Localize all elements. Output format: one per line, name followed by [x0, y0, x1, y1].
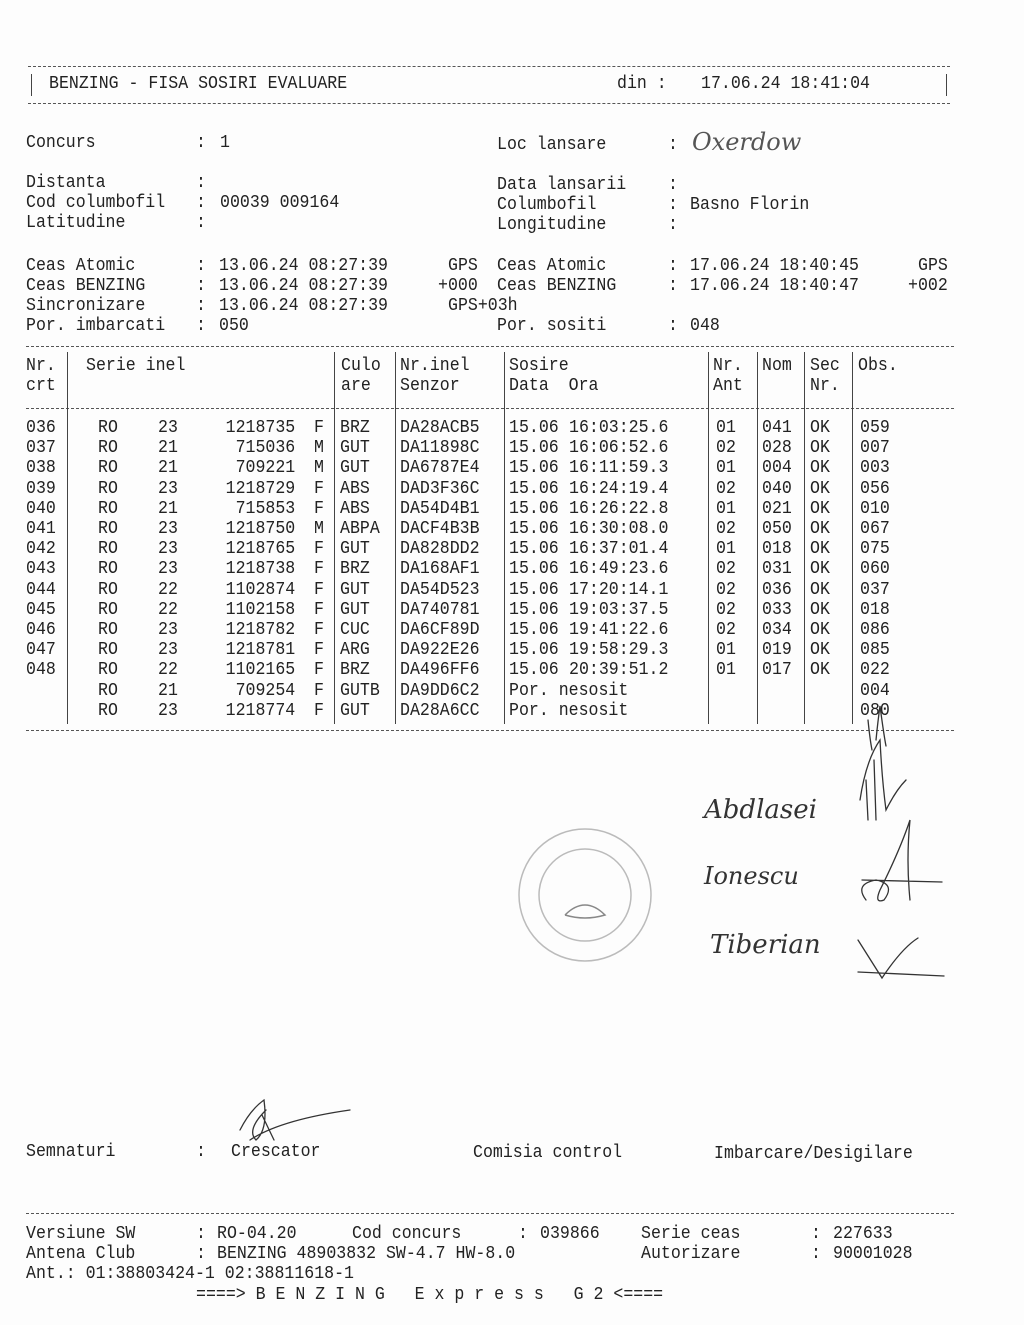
col-header-sosire-2: Data Ora — [509, 376, 599, 396]
autorizare-value: 90001028 — [833, 1244, 913, 1264]
ring-year: 23 — [158, 478, 178, 499]
clock-value: 17.06.24 18:40:45 — [690, 256, 859, 276]
clock-value: 050 — [219, 316, 249, 336]
arrival-time: 16:26:22.8 — [569, 498, 669, 519]
ring-number: 1218735 — [225, 418, 296, 438]
clock-label: Sincronizare — [26, 296, 146, 316]
arrival-time: 16:49:23.6 — [569, 559, 669, 580]
clock-label: Por. sositi — [497, 316, 607, 336]
ring-country: RO — [98, 640, 118, 661]
antenna-nr: 01 — [716, 418, 736, 438]
colon: : — [518, 1224, 528, 1244]
row-nr: 044 — [26, 579, 56, 600]
col-header-senzor-2: Senzor — [400, 376, 460, 396]
col-header-ant: Nr. — [713, 356, 743, 376]
color: GUT — [340, 539, 370, 560]
sensor-ring: DA54D523 — [400, 579, 480, 600]
arrival-date: 15.06 — [509, 559, 559, 580]
colon: : — [196, 296, 206, 316]
info-value: 1 — [220, 133, 230, 153]
row-nr: 037 — [26, 438, 56, 459]
sensor-ring: DAD3F36C — [400, 478, 480, 499]
arrival-date: 15.06 — [509, 579, 559, 600]
sex: F — [314, 559, 324, 580]
ring-year: 22 — [158, 660, 178, 681]
sec-status: OK — [810, 438, 830, 459]
versiune-label: Versiune SW — [26, 1224, 136, 1244]
arrival-time: 19:41:22.6 — [569, 620, 669, 640]
antenna-nr: 02 — [716, 599, 736, 620]
clock-label: Ceas Atomic — [497, 256, 607, 276]
ring-country: RO — [98, 599, 118, 620]
nom: 034 — [762, 620, 792, 640]
col-header-nr: Nr. — [26, 356, 56, 376]
sensor-ring: DA6CF89D — [400, 620, 480, 640]
ring-country: RO — [98, 660, 118, 681]
antenna-line: Ant.: 01:38803424-1 02:38811618-1 — [26, 1264, 354, 1284]
color: GUT — [340, 700, 370, 721]
color: CUC — [340, 620, 370, 640]
nom: 041 — [762, 418, 792, 438]
colon: : — [196, 1224, 206, 1244]
obs: 007 — [860, 438, 890, 459]
sensor-ring: DA28ACB5 — [400, 418, 480, 438]
comisia-label: Comisia control — [473, 1143, 623, 1163]
nom: 018 — [762, 539, 792, 560]
color: BRZ — [340, 559, 370, 580]
row-nr: 043 — [26, 559, 56, 580]
nom: 033 — [762, 599, 792, 620]
color: GUT — [340, 599, 370, 620]
report-title: BENZING - FISA SOSIRI EVALUARE — [49, 74, 348, 94]
obs: 003 — [860, 458, 890, 479]
antenna-nr: 02 — [716, 438, 736, 459]
clock-suffix: GPS+03h — [448, 296, 518, 316]
ring-country: RO — [98, 478, 118, 499]
row-nr: 039 — [26, 478, 56, 499]
colon: : — [196, 1142, 206, 1162]
clock-value: 17.06.24 18:40:47 — [690, 276, 859, 296]
sex: M — [314, 458, 324, 479]
signature-crescator — [240, 1100, 350, 1140]
sex: F — [314, 680, 324, 701]
obs: 004 — [860, 680, 890, 701]
arrival-date: 15.06 — [509, 519, 559, 539]
obs: 075 — [860, 539, 890, 560]
row-nr: 036 — [26, 418, 56, 438]
sec-status: OK — [810, 478, 830, 499]
obs: 080 — [860, 700, 890, 721]
antenna-nr: 01 — [716, 458, 736, 479]
sec-status: OK — [810, 519, 830, 539]
info-label: Longitudine — [497, 215, 607, 235]
sec-status: OK — [810, 458, 830, 479]
clock-label: Por. imbarcati — [26, 316, 166, 336]
sec-status: OK — [810, 498, 830, 519]
color: BRZ — [340, 418, 370, 438]
sex: F — [314, 700, 324, 721]
sec-status: OK — [810, 620, 830, 640]
col-header-ant-2: Ant — [713, 376, 743, 396]
ring-year: 23 — [158, 539, 178, 560]
ring-country: RO — [98, 418, 118, 438]
sec-status: OK — [810, 559, 830, 580]
signature-initial-3 — [858, 938, 944, 978]
sensor-ring: DA168AF1 — [400, 559, 480, 580]
sec-status: OK — [810, 640, 830, 661]
sensor-ring: DA6787E4 — [400, 458, 480, 479]
sensor-ring: DA496FF6 — [400, 660, 480, 681]
arrival-time: 16:37:01.4 — [569, 539, 669, 560]
colon: : — [668, 316, 678, 336]
nom: 021 — [762, 498, 792, 519]
sec-status: OK — [810, 660, 830, 681]
sex: F — [314, 418, 324, 438]
row-nr: 040 — [26, 498, 56, 519]
signature-initial-2 — [862, 820, 942, 901]
colon: : — [668, 135, 678, 155]
col-header-sosire: Sosire — [509, 356, 569, 376]
imbarcare-label: Imbarcare/Desigilare — [714, 1144, 913, 1164]
ring-country: RO — [98, 438, 118, 459]
ring-year: 23 — [158, 418, 178, 438]
arrival-date: 15.06 — [509, 418, 559, 438]
semnaturi-label: Semnaturi — [26, 1142, 116, 1162]
arrival-date: 15.06 — [509, 539, 559, 560]
ring-country: RO — [98, 700, 118, 721]
signature-ionescu: Ionescu — [704, 862, 799, 890]
obs: 037 — [860, 579, 890, 600]
obs: 059 — [860, 418, 890, 438]
din-label: din : — [617, 74, 667, 94]
crescator-label: Crescator — [231, 1142, 321, 1162]
sex: F — [314, 620, 324, 640]
col-header-culoare-2: are — [341, 376, 371, 396]
sex: M — [314, 438, 324, 459]
colon: : — [196, 1244, 206, 1264]
ring-year: 21 — [158, 498, 178, 519]
obs: 056 — [860, 478, 890, 499]
ring-number: 1102158 — [225, 599, 296, 620]
color: ABS — [340, 498, 370, 519]
arrival-time: 19:03:37.5 — [569, 599, 669, 620]
ring-number: 715036 — [235, 438, 296, 459]
clock-value: 13.06.24 08:27:39 — [219, 276, 388, 296]
info-value: Basno Florin — [690, 195, 810, 215]
serie-ceas-value: 227633 — [833, 1224, 893, 1244]
colon: : — [668, 256, 678, 276]
ring-country: RO — [98, 458, 118, 479]
autorizare-label: Autorizare — [641, 1244, 741, 1264]
ring-country: RO — [98, 519, 118, 539]
obs: 067 — [860, 519, 890, 539]
clock-label: Ceas BENZING — [26, 276, 146, 296]
ring-year: 23 — [158, 559, 178, 580]
obs: 086 — [860, 620, 890, 640]
info-label: Data lansarii — [497, 175, 627, 195]
antenna-nr: 02 — [716, 579, 736, 600]
sec-status: OK — [810, 599, 830, 620]
arrival-time: 16:30:08.0 — [569, 519, 669, 539]
club-stamp — [519, 829, 651, 961]
ring-country: RO — [98, 539, 118, 560]
footer-divider — [26, 1213, 954, 1214]
nom: 017 — [762, 660, 792, 681]
ring-year: 21 — [158, 680, 178, 701]
arrival-date: 15.06 — [509, 458, 559, 479]
colon: : — [811, 1244, 821, 1264]
arrival-date: 15.06 — [509, 620, 559, 640]
arrival-time: 16:11:59.3 — [569, 458, 669, 479]
sex: F — [314, 579, 324, 600]
colon: : — [196, 276, 206, 296]
colon: : — [196, 173, 206, 193]
nom: 050 — [762, 519, 792, 539]
col-header-sec: Sec — [810, 356, 840, 376]
info-value: 00039 009164 — [220, 193, 340, 213]
clock-suffix: GPS — [918, 256, 948, 276]
ring-year: 23 — [158, 519, 178, 539]
cod-concurs-label: Cod concurs — [352, 1224, 462, 1244]
info-label: Cod columbofil — [26, 193, 166, 213]
nom: 004 — [762, 458, 792, 479]
ring-number: 709254 — [235, 680, 296, 701]
nom: 028 — [762, 438, 792, 459]
clock-value: 13.06.24 08:27:39 — [219, 296, 388, 316]
row-nr: 047 — [26, 640, 56, 661]
ring-number: 1218774 — [225, 700, 296, 721]
colon: : — [196, 256, 206, 276]
antena-label: Antena Club — [26, 1244, 136, 1264]
antena-value: BENZING 48903832 SW-4.7 HW-8.0 — [217, 1244, 516, 1264]
ring-year: 21 — [158, 458, 178, 479]
ring-number: 1102874 — [225, 579, 296, 600]
ring-country: RO — [98, 620, 118, 640]
report-datetime: 17.06.24 18:41:04 — [701, 74, 870, 94]
arrival-time: 16:06:52.6 — [569, 438, 669, 459]
ring-number: 1218782 — [225, 620, 296, 640]
ring-year: 22 — [158, 599, 178, 620]
col-header-obs: Obs. — [858, 356, 898, 376]
col-header-nom: Nom — [762, 356, 792, 376]
clock-suffix: GPS — [448, 256, 478, 276]
versiune-value: RO-04.20 — [217, 1224, 297, 1244]
obs: 085 — [860, 640, 890, 661]
sensor-ring: DA11898C — [400, 438, 480, 459]
signature-obs — [868, 706, 886, 750]
ring-number: 1218729 — [225, 478, 296, 499]
loc-lansare-handwritten: Oxerdow — [692, 128, 802, 156]
obs: 022 — [860, 660, 890, 681]
ring-country: RO — [98, 498, 118, 519]
arrival-time: 20:39:51.2 — [569, 660, 669, 681]
ring-year: 23 — [158, 640, 178, 661]
cod-concurs-value: 039866 — [540, 1224, 600, 1244]
col-header-nr-2: crt — [26, 376, 56, 396]
sex: F — [314, 498, 324, 519]
colon: : — [196, 213, 206, 233]
color: ARG — [340, 640, 370, 661]
arrival-date: 15.06 — [509, 438, 559, 459]
antenna-nr: 02 — [716, 620, 736, 640]
arrival-date: 15.06 — [509, 599, 559, 620]
sensor-ring: DA9DD6C2 — [400, 680, 480, 701]
serie-ceas-label: Serie ceas — [641, 1224, 741, 1244]
color: BRZ — [340, 660, 370, 681]
sensor-ring: DA740781 — [400, 599, 480, 620]
antenna-nr: 02 — [716, 478, 736, 499]
clock-value: 13.06.24 08:27:39 — [219, 256, 388, 276]
antenna-nr: 02 — [716, 559, 736, 580]
color: GUT — [340, 438, 370, 459]
colon: : — [668, 195, 678, 215]
row-nr: 042 — [26, 539, 56, 560]
color: GUT — [340, 579, 370, 600]
sensor-ring: DA922E26 — [400, 640, 480, 661]
arrival-date: 15.06 — [509, 660, 559, 681]
arrival-date: 15.06 — [509, 640, 559, 661]
clock-label: Ceas BENZING — [497, 276, 617, 296]
nom: 019 — [762, 640, 792, 661]
nom: 040 — [762, 478, 792, 499]
ring-number: 709221 — [235, 458, 296, 479]
colon: : — [196, 133, 206, 153]
antenna-nr: 01 — [716, 660, 736, 681]
colon: : — [196, 316, 206, 336]
sensor-ring: DA828DD2 — [400, 539, 480, 560]
info-label: Loc lansare — [497, 135, 607, 155]
ring-number: 1218765 — [225, 539, 296, 560]
arrival-date: Por. nesosit — [509, 680, 629, 701]
sensor-ring: DA28A6CC — [400, 700, 480, 721]
colon: : — [196, 193, 206, 213]
benzing-banner: ====> B E N Z I N G E x p r e s s G 2 <==== — [196, 1285, 664, 1305]
clock-value: 048 — [690, 316, 720, 336]
info-label: Distanta — [26, 173, 106, 193]
antenna-nr: 02 — [716, 519, 736, 539]
nom: 031 — [762, 559, 792, 580]
obs: 010 — [860, 498, 890, 519]
arrival-date: 15.06 — [509, 478, 559, 499]
ring-number: 1218738 — [225, 559, 296, 580]
colon: : — [668, 175, 678, 195]
color: ABPA — [340, 519, 380, 539]
sex: F — [314, 660, 324, 681]
row-nr: 045 — [26, 599, 56, 620]
color: ABS — [340, 478, 370, 499]
color: GUT — [340, 458, 370, 479]
ring-country: RO — [98, 680, 118, 701]
color: GUTB — [340, 680, 380, 701]
info-label: Concurs — [26, 133, 96, 153]
sex: F — [314, 599, 324, 620]
antenna-nr: 01 — [716, 640, 736, 661]
ring-number: 715853 — [235, 498, 296, 519]
obs: 018 — [860, 599, 890, 620]
col-header-culoare: Culo — [341, 356, 381, 376]
arrival-date: Por. nesosit — [509, 700, 629, 721]
obs: 060 — [860, 559, 890, 580]
ring-number: 1218750 — [225, 519, 296, 539]
sec-status: OK — [810, 579, 830, 600]
clock-suffix: +000 — [438, 276, 478, 296]
antenna-nr: 01 — [716, 539, 736, 560]
sex: F — [314, 478, 324, 499]
colon: : — [668, 276, 678, 296]
antenna-nr: 01 — [716, 498, 736, 519]
sec-status: OK — [810, 418, 830, 438]
arrival-time: 17:20:14.1 — [569, 579, 669, 600]
ring-number: 1102165 — [225, 660, 296, 681]
signature-abdlasei: Abdlasei — [704, 795, 817, 825]
ring-country: RO — [98, 559, 118, 580]
ring-country: RO — [98, 579, 118, 600]
arrival-time: 16:03:25.6 — [569, 418, 669, 438]
arrival-time: 16:24:19.4 — [569, 478, 669, 499]
ring-year: 22 — [158, 579, 178, 600]
row-nr: 038 — [26, 458, 56, 479]
arrival-date: 15.06 — [509, 498, 559, 519]
info-label: Latitudine — [26, 213, 126, 233]
row-nr: 046 — [26, 620, 56, 640]
row-nr: 048 — [26, 660, 56, 681]
ring-year: 23 — [158, 700, 178, 721]
sensor-ring: DACF4B3B — [400, 519, 480, 539]
ring-number: 1218781 — [225, 640, 296, 661]
col-header-senzor: Nr.inel — [400, 356, 470, 376]
signature-initial-1 — [860, 740, 906, 820]
sex: M — [314, 519, 324, 539]
signature-tiberian: Tiberian — [710, 930, 821, 960]
ring-year: 21 — [158, 438, 178, 459]
clock-suffix: +002 — [908, 276, 948, 296]
clock-label: Ceas Atomic — [26, 256, 136, 276]
col-header-sec-2: Nr. — [810, 376, 840, 396]
sec-status: OK — [810, 539, 830, 560]
sex: F — [314, 640, 324, 661]
ring-year: 23 — [158, 620, 178, 640]
colon: : — [811, 1224, 821, 1244]
info-label: Columbofil — [497, 195, 597, 215]
sex: F — [314, 539, 324, 560]
sensor-ring: DA54D4B1 — [400, 498, 480, 519]
nom: 036 — [762, 579, 792, 600]
arrival-time: 19:58:29.3 — [569, 640, 669, 661]
row-nr: 041 — [26, 519, 56, 539]
col-header-serie: Serie inel — [86, 356, 186, 376]
colon: : — [668, 215, 678, 235]
